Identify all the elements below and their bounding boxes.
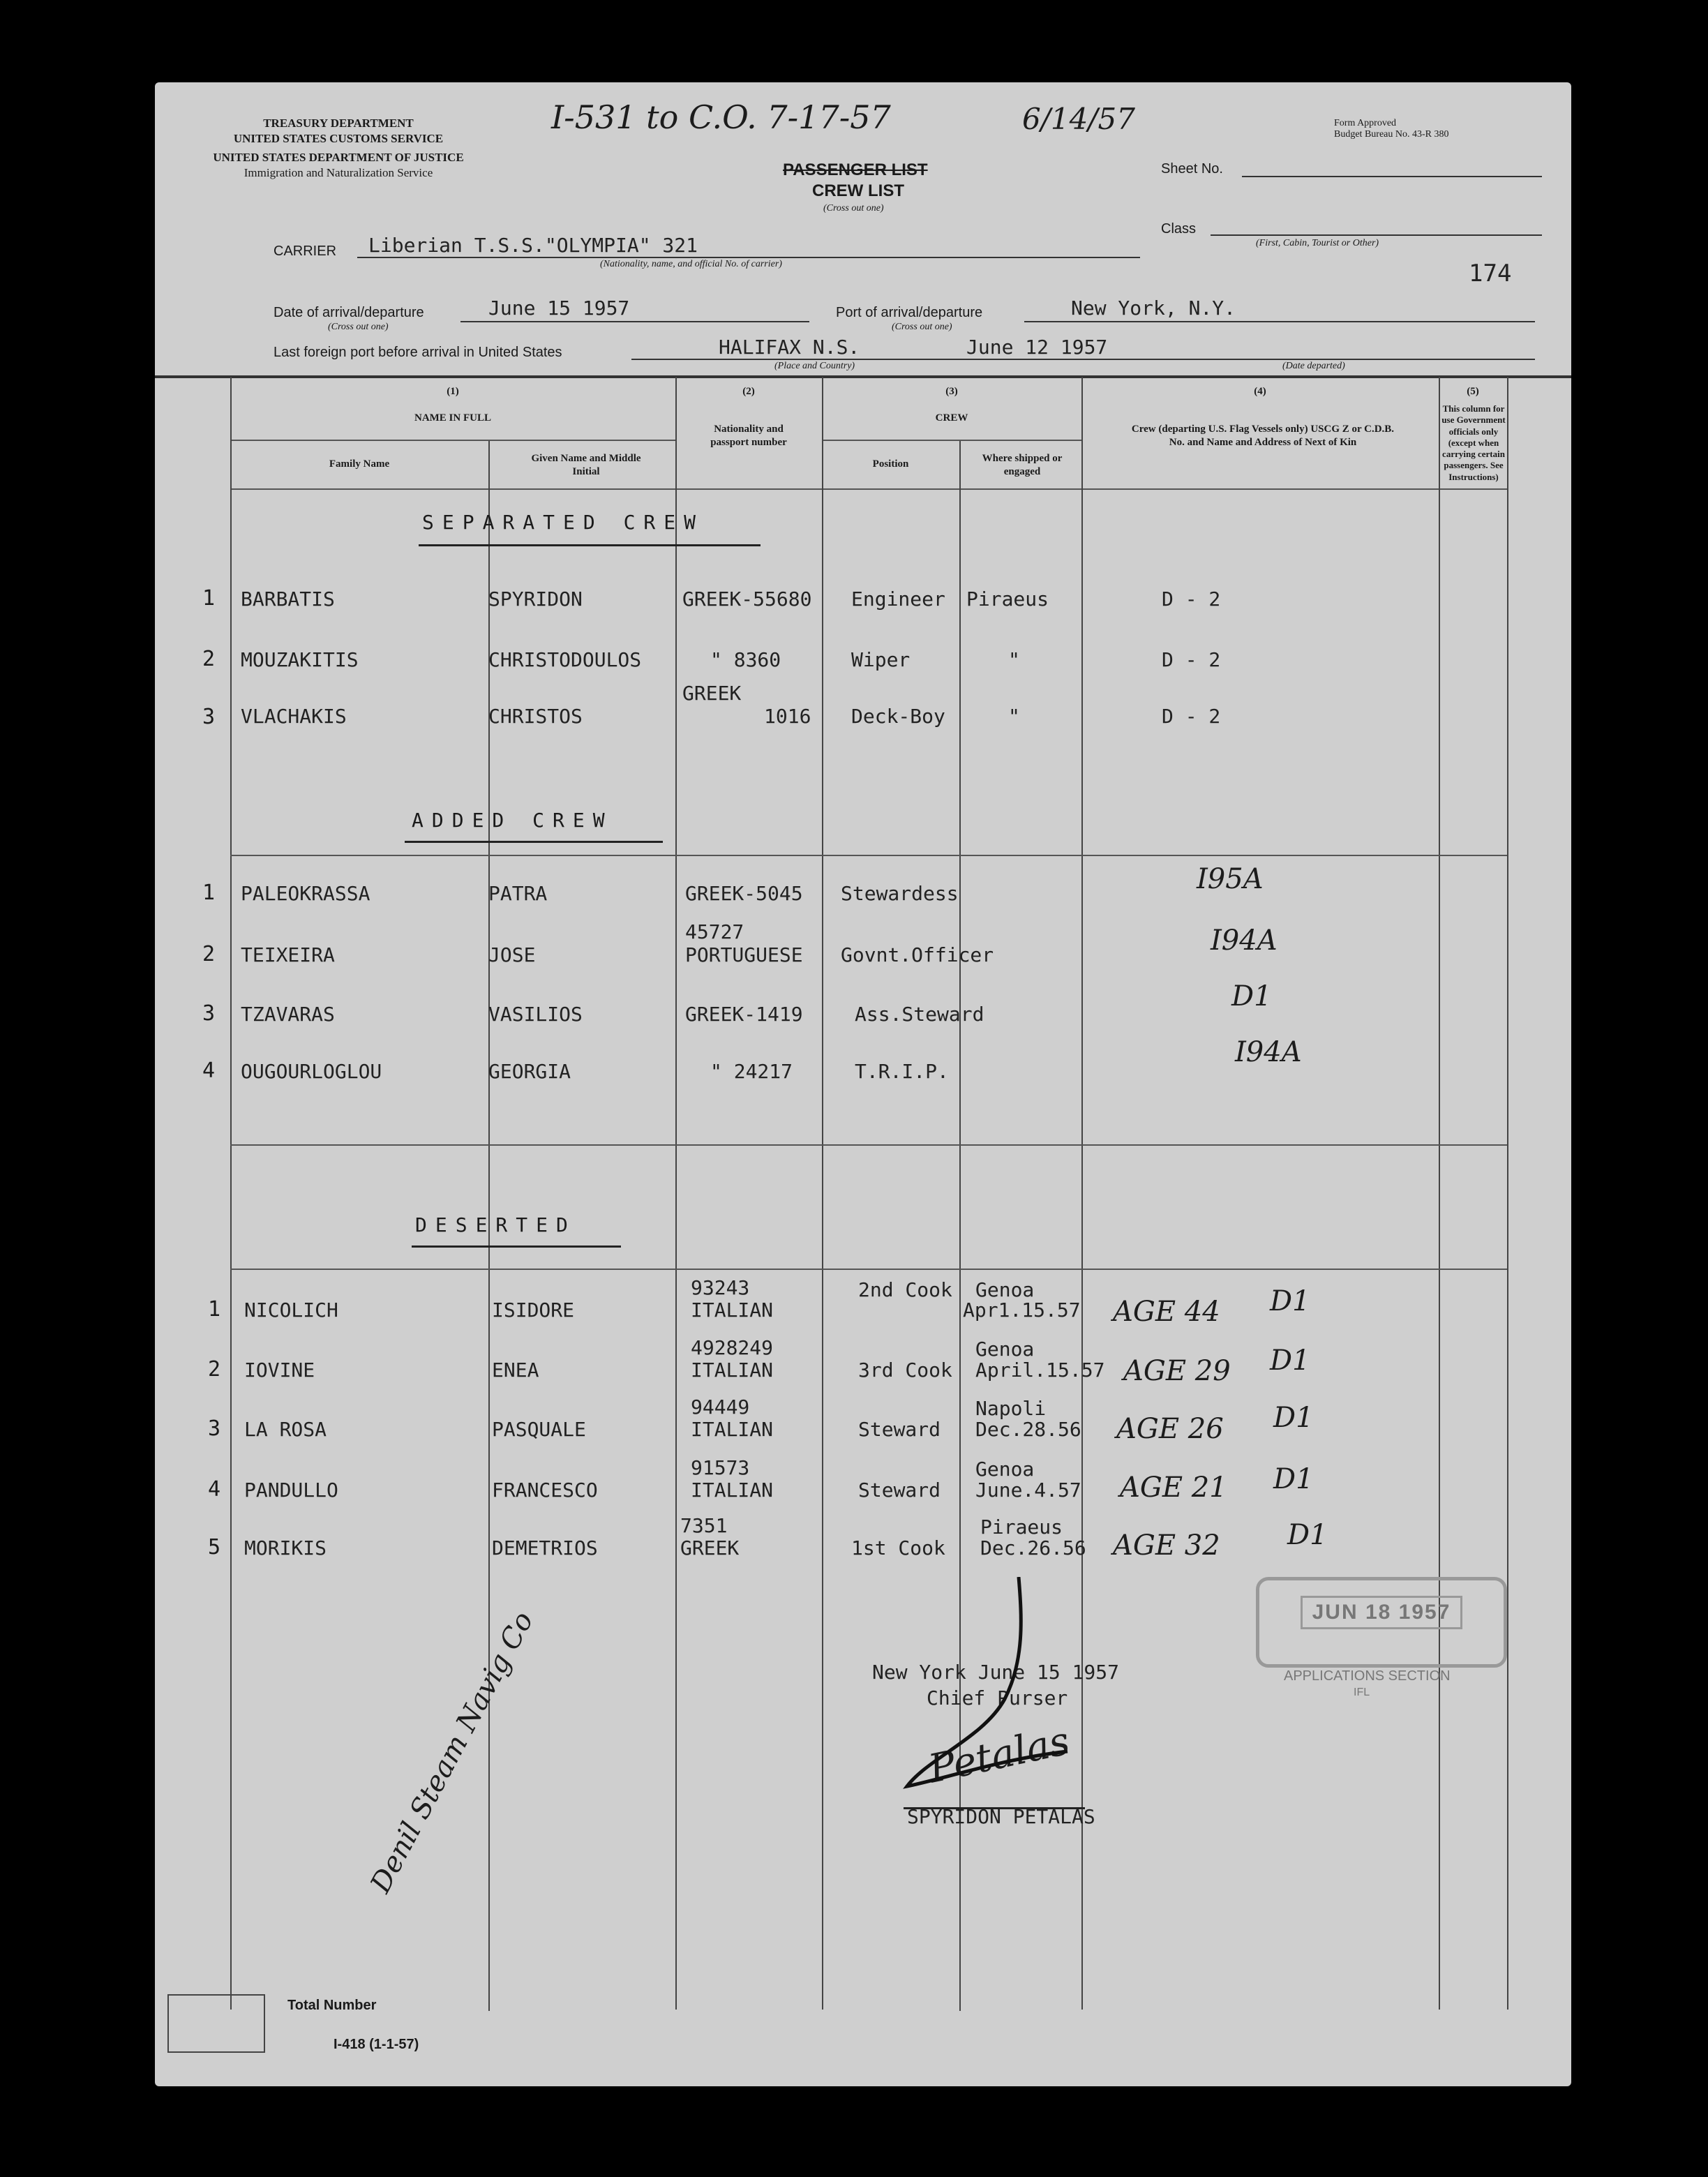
added-row-2-number: 2 [202,942,216,966]
deserted-row-4-given: FRANCESCO [492,1479,598,1502]
col-family-name: Family Name [329,458,390,470]
separated-row-2-family: MOUZAKITIS [241,648,359,671]
signature-place-date: New York June 15 1957 [872,1661,1120,1684]
added-row-3-family: TZAVARAS [241,1003,335,1026]
deserted-row-2-nationality: ITALIAN [691,1359,774,1382]
deserted-row-4-number: 4 [208,1477,221,1502]
separated-row-3-position: Deck-Boy [851,705,945,728]
agency-line-3: UNITED STATES DEPARTMENT OF JUSTICE [213,151,464,164]
deserted-row-5-nationality: GREEK [680,1536,740,1559]
last-port-date: June 12 1957 [966,336,1108,359]
form-number: I-418 (1-1-57) [334,2037,419,2052]
class-label: Class [1161,221,1197,237]
separated-row-1-family: BARBATIS [241,588,335,611]
signature-flourish [900,1577,1081,1800]
deserted-row-4-nationality: ITALIAN [691,1479,774,1502]
deserted-row-1-nationality: ITALIAN [691,1299,774,1322]
col2-number: (2) [742,386,755,397]
deserted-row-4-age: AGE 21 [1120,1472,1227,1504]
class-note: (First, Cabin, Tourist or Other) [1256,238,1379,248]
added-row-1-family: PALEOKRASSA [241,882,370,905]
deserted-row-4-shipped: Genoa [975,1458,1035,1481]
col-given-name: Given Name and Middle Initial [531,453,641,477]
deserted-row-3-passport: 94449 [691,1396,750,1419]
stamp-section: APPLICATIONS SECTION [1284,1668,1451,1684]
deserted-row-3-position: Steward [858,1418,941,1441]
added-row-1-position: Stewardess [841,882,959,905]
added-row-4-given: GEORGIA [488,1060,571,1083]
deserted-row-5-date: Dec.26.56 [980,1536,1086,1559]
title-crew-list: CREW LIST [812,181,904,200]
added-row-4-mark: I94A [1235,1036,1302,1068]
col-position: Position [872,458,909,470]
page-number: 174 [1469,260,1512,287]
added-row-2-mark: I94A [1211,925,1278,957]
form-sheet [155,82,1571,2086]
separated-row-1-kin: D - 2 [1162,588,1221,611]
deserted-row-5-mark: D1 [1287,1519,1328,1551]
last-port-value: HALIFAX N.S. [719,336,860,359]
col3-number: (3) [945,386,958,397]
deserted-row-3-shipped: Napoli [975,1397,1047,1420]
carrier-value: Liberian T.S.S."OLYMPIA" 321 [368,234,698,257]
title-passenger-list: PASSENGER LIST [783,160,928,179]
handwritten-date: 6/14/57 [1022,102,1135,136]
col-where-shipped: Where shipped or engaged [982,453,1063,477]
separated-row-2-given: CHRISTODOULOS [488,648,642,671]
date-departed-note: (Date departed) [1282,361,1345,371]
agency-line-2: UNITED STATES CUSTOMS SERVICE [233,132,444,145]
deserted-row-2-passport: 4928249 [691,1336,774,1359]
deserted-row-5-age: AGE 32 [1113,1529,1220,1562]
separated-row-2-position: Wiper [851,648,911,671]
agency-line-1: TREASURY DEPARTMENT [263,117,414,130]
separated-row-2-kin: D - 2 [1162,648,1221,671]
deserted-row-5-passport: 7351 [680,1514,728,1537]
deserted-row-1-mark: D1 [1270,1285,1310,1317]
col1-title: NAME IN FULL [414,412,491,424]
total-number-label: Total Number [287,1998,377,2013]
deserted-row-1-date: Apr1.15.57 [963,1299,1081,1322]
col3-title: CREW [935,412,968,424]
added-row-3-nationality: GREEK-1419 [685,1003,803,1026]
port-value: New York, N.Y. [1071,297,1236,320]
budget-bureau: Budget Bureau No. 43-R 380 [1334,129,1449,140]
handwritten-company-note: Denil Steam Navig Co [364,1606,540,1899]
date-label: Date of arrival/departure [274,305,424,320]
deserted-row-5-shipped: Piraeus [980,1516,1063,1539]
deserted-row-4-passport: 91573 [691,1456,750,1479]
place-note: (Place and Country) [774,361,855,371]
added-row-3-number: 3 [202,1001,216,1026]
deserted-row-3-nationality: ITALIAN [691,1418,774,1441]
separated-row-3-number: 3 [202,705,216,729]
separated-row-3-family: VLACHAKIS [241,705,347,728]
separated-row-3-passport: 1016 [764,705,811,728]
deserted-row-4-mark: D1 [1273,1463,1314,1495]
deserted-row-5-given: DEMETRIOS [492,1536,598,1559]
added-row-4-position: T.R.I.P. [855,1060,949,1083]
deserted-row-2-position: 3rd Cook [858,1359,952,1382]
separated-row-3-nationality: GREEK [682,682,742,705]
title-note: (Cross out one) [823,203,884,214]
deserted-row-2-age: AGE 29 [1123,1355,1231,1387]
form-approved: Form Approved [1334,118,1397,128]
deserted-row-1-shipped: Genoa [975,1278,1035,1301]
sheet-label: Sheet No. [1161,161,1223,177]
added-row-2-family: TEIXEIRA [241,943,335,966]
added-row-3-given: VASILIOS [488,1003,583,1026]
deserted-row-5-family: MORIKIS [244,1536,327,1559]
deserted-row-5-number: 5 [208,1535,221,1559]
date-value: June 15 1957 [488,297,630,320]
deserted-row-1-family: NICOLICH [244,1299,338,1322]
separated-row-3-kin: D - 2 [1162,705,1221,728]
col4-title: Crew (departing U.S. Flag Vessels only) USCG Z or C.D.B. No. and Name and Address of Next of Kin [1131,424,1395,448]
deserted-row-4-date: June.4.57 [975,1479,1081,1502]
added-row-4-nationality: " 24217 [710,1060,793,1083]
section-added-crew: ADDED CREW [412,809,613,832]
deserted-row-3-family: LA ROSA [244,1418,327,1441]
deserted-row-4-position: Steward [858,1479,941,1502]
purser-signature: Petalas [924,1718,1074,1793]
carrier-label: CARRIER [274,244,337,259]
deserted-row-3-number: 3 [208,1416,221,1441]
section-deserted: DESERTED [415,1213,576,1236]
section-separated-crew: SEPARATED CREW [422,511,705,534]
deserted-row-2-date: April.15.57 [975,1359,1105,1382]
col5-title: This column for use Government officials only (except when carrying certain passengers. See Instructions) [1441,403,1506,482]
deserted-row-1-passport: 93243 [691,1276,750,1299]
col1-number: (1) [447,386,459,397]
added-row-1-nationality: GREEK-5045 [685,882,803,905]
deserted-row-4-family: PANDULLO [244,1479,338,1502]
col4-number: (4) [1254,386,1266,397]
separated-row-1-position: Engineer [851,588,945,611]
separated-row-3-given: CHRISTOS [488,705,583,728]
deserted-row-2-mark: D1 [1270,1345,1310,1377]
deserted-row-1-age: AGE 44 [1113,1296,1220,1328]
port-label: Port of arrival/departure [836,305,983,320]
added-row-3-position: Ass.Steward [855,1003,984,1026]
stamp-code: IFL [1354,1686,1370,1698]
deserted-row-1-position: 2nd Cook [858,1278,952,1301]
separated-row-3-shipped: " [1008,705,1020,728]
added-row-2-nationality: PORTUGUESE [685,943,803,966]
received-stamp [1256,1577,1507,1668]
separated-row-2-shipped: " [1008,648,1020,671]
col5-number: (5) [1467,386,1479,397]
separated-row-1-given: SPYRIDON [488,588,583,611]
port-note: (Cross out one) [892,322,952,332]
deserted-row-2-number: 2 [208,1357,221,1382]
added-row-1-mark: I95A [1197,863,1264,895]
separated-row-1-number: 1 [202,586,216,611]
deserted-row-1-number: 1 [208,1297,221,1322]
added-row-1-given: PATRA [488,882,548,905]
separated-row-1-nationality: GREEK-55680 [682,588,812,611]
date-note: (Cross out one) [328,322,389,332]
handwritten-reference: I-531 to C.O. 7-17-57 [551,98,891,136]
deserted-row-3-age: AGE 26 [1116,1413,1224,1445]
deserted-row-2-given: ENEA [492,1359,539,1382]
deserted-row-3-mark: D1 [1273,1402,1314,1434]
deserted-row-3-date: Dec.28.56 [975,1418,1081,1441]
signature-name: SPYRIDON PETALAS [907,1805,1095,1828]
added-row-2-given: JOSE [488,943,536,966]
total-number-box [167,1994,265,2053]
col2-title: Nationality and passport number [710,424,787,448]
deserted-row-2-shipped: Genoa [975,1338,1035,1361]
agency-line-4: Immigration and Naturalization Service [244,166,433,179]
deserted-row-2-family: IOVINE [244,1359,315,1382]
added-row-2-passport: 45727 [685,920,744,943]
added-row-4-number: 4 [202,1058,216,1083]
added-row-1-number: 1 [202,881,216,905]
deserted-row-1-given: ISIDORE [492,1299,575,1322]
separated-row-2-number: 2 [202,647,216,671]
signature-role: Chief Purser [927,1686,1068,1710]
added-row-4-family: OUGOURLOGLOU [241,1060,382,1083]
stamp-date: JUN 18 1957 [1301,1596,1463,1629]
deserted-row-5-position: 1st Cook [851,1536,945,1559]
last-port-label: Last foreign port before arrival in United States [274,345,562,360]
separated-row-2-nationality: " 8360 [710,648,781,671]
added-row-3-mark: D1 [1231,980,1272,1012]
added-row-2-position: Govnt.Officer [841,943,994,966]
separated-row-1-shipped: Piraeus [966,588,1049,611]
carrier-note: (Nationality, name, and official No. of carrier) [600,259,782,269]
deserted-row-3-given: PASQUALE [492,1418,586,1441]
